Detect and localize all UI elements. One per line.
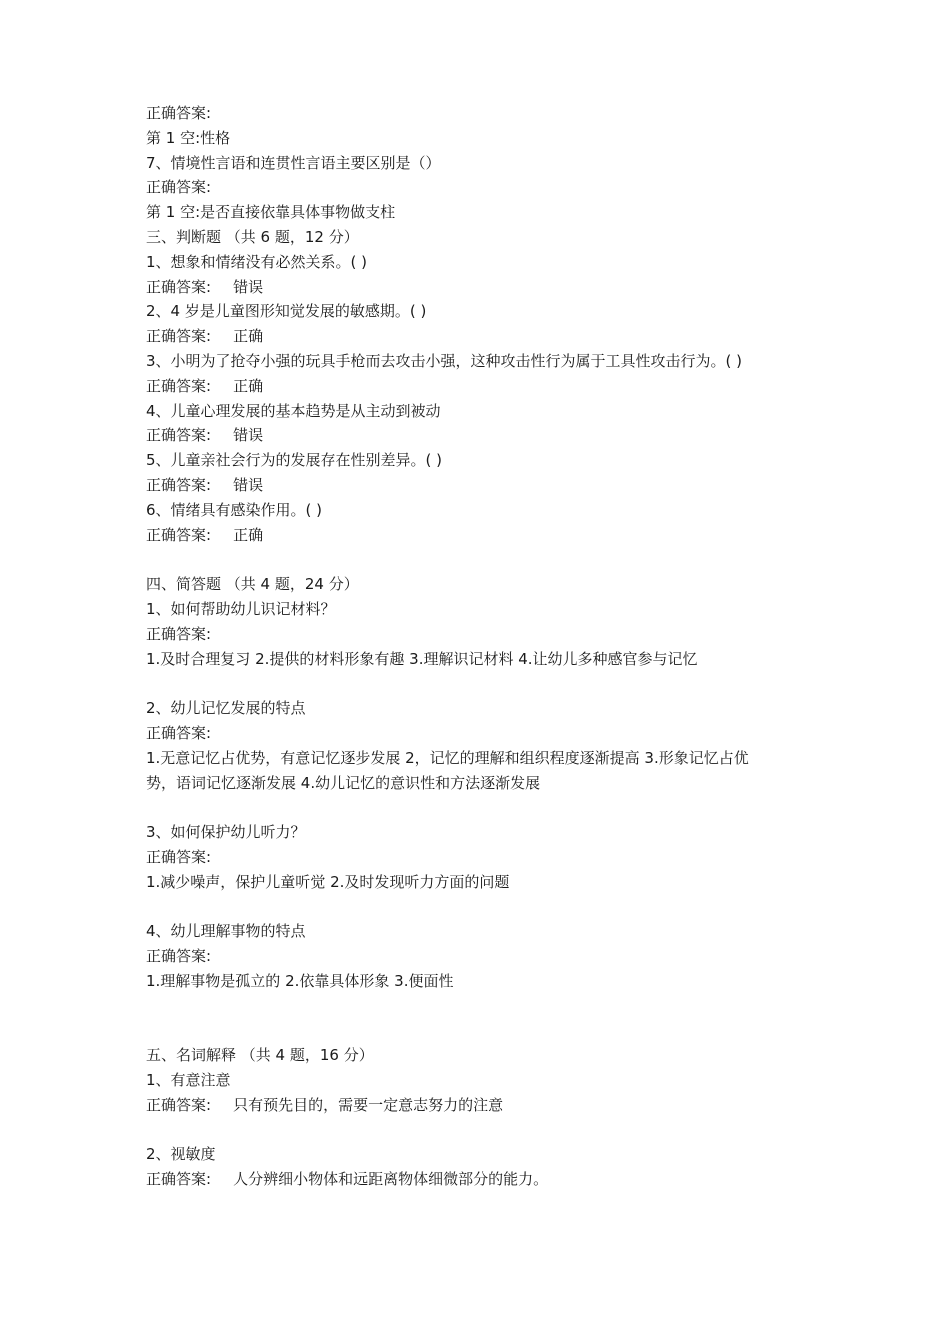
judge-question: 1、想象和情绪没有必然关系。( ) xyxy=(146,252,368,271)
answer-value: 人分辨细小物体和远距离物体细微部分的能力。 xyxy=(233,1170,549,1189)
answer-label: 正确答案: xyxy=(146,525,212,544)
judge-answer xyxy=(146,523,826,548)
answer-value: 正确 xyxy=(233,327,264,346)
answer-value: 错误 xyxy=(233,475,264,494)
short-question: 2、幼儿记忆发展的特点 xyxy=(146,699,306,718)
short-answer: 1.减少噪声，保护儿童听觉 2.及时发现听力方面的问题 xyxy=(146,872,510,891)
term-answer xyxy=(146,1167,826,1192)
answer-value: 正确 xyxy=(233,376,264,395)
answer-label: 正确答案: xyxy=(146,1170,212,1189)
blank-answer: 第 1 空:性格 xyxy=(146,128,231,147)
judge-question: 6、情绪具有感染作用。( ) xyxy=(146,500,323,519)
answer-value: 错误 xyxy=(233,426,264,445)
judge-question: 3、小明为了抢夺小强的玩具手枪而去攻击小强，这种攻击性行为属于工具性攻击行为。( ) xyxy=(146,351,743,370)
spacer xyxy=(146,795,826,820)
answer-label: 正确答案: xyxy=(146,847,212,866)
answer-label: 正确答案: xyxy=(146,426,212,445)
judge-answer xyxy=(146,275,826,300)
term-answer xyxy=(146,1093,826,1118)
judge-question: 2、4 岁是儿童图形知觉发展的敏感期。( ) xyxy=(146,302,427,321)
spacer xyxy=(146,1118,826,1143)
blank-answer: 第 1 空:是否直接依靠具体事物做支柱 xyxy=(146,203,396,222)
short-question: 4、幼儿理解事物的特点 xyxy=(146,922,306,941)
short-answer: 1.无意记忆占优势，有意记忆逐步发展 2，记忆的理解和组织程度逐渐提高 3.形象记忆占优 xyxy=(146,748,749,767)
spacer xyxy=(146,895,826,920)
answer-value: 只有预先目的，需要一定意志努力的注意 xyxy=(233,1095,504,1114)
judge-answer xyxy=(146,473,826,498)
judge-answer xyxy=(146,423,826,448)
spacer xyxy=(146,547,826,572)
answer-value: 正确 xyxy=(233,525,264,544)
answer-label: 正确答案: xyxy=(146,277,212,296)
answer-label: 正确答案: xyxy=(146,178,212,197)
document-page xyxy=(146,101,826,1192)
term-question: 1、有意注意 xyxy=(146,1071,231,1090)
term-question: 2、视敏度 xyxy=(146,1145,216,1164)
answer-label: 正确答案: xyxy=(146,723,212,742)
answer-label: 正确答案: xyxy=(146,327,212,346)
judge-question: 5、儿童亲社会行为的发展存在性别差异。( ) xyxy=(146,451,443,470)
section-heading-judge: 三、判断题 （共 6 题，12 分） xyxy=(146,227,359,246)
answer-label: 正确答案: xyxy=(146,624,212,643)
spacer xyxy=(146,1018,826,1043)
section-heading-terms: 五、名词解释 （共 4 题，16 分） xyxy=(146,1046,374,1065)
short-question: 3、如何保护幼儿听力？ xyxy=(146,823,306,842)
judge-question: 4、儿童心理发展的基本趋势是从主动到被动 xyxy=(146,401,441,420)
short-answer: 1.及时合理复习 2.提供的材料形象有趣 3.理解识记材料 4.让幼儿多种感官参与记忆 xyxy=(146,649,698,668)
short-answer: 1.理解事物是孤立的 2.依靠具体形象 3.便面性 xyxy=(146,971,454,990)
answer-label: 正确答案: xyxy=(146,104,212,122)
judge-answer xyxy=(146,324,826,349)
answer-label: 正确答案: xyxy=(146,376,212,395)
answer-label: 正确答案: xyxy=(146,475,212,494)
answer-label: 正确答案: xyxy=(146,947,212,966)
spacer xyxy=(146,994,826,1019)
short-question: 1、如何帮助幼儿识记材料？ xyxy=(146,599,336,618)
short-answer: 势，语词记忆逐渐发展 4.幼儿记忆的意识性和方法逐渐发展 xyxy=(146,773,541,792)
judge-answer xyxy=(146,374,826,399)
answer-label: 正确答案: xyxy=(146,1095,212,1114)
spacer xyxy=(146,671,826,696)
section-heading-short: 四、简答题 （共 4 题，24 分） xyxy=(146,575,359,594)
question: 7、情境性言语和连贯性言语主要区别是（） xyxy=(146,153,441,172)
answer-value: 错误 xyxy=(233,277,264,296)
